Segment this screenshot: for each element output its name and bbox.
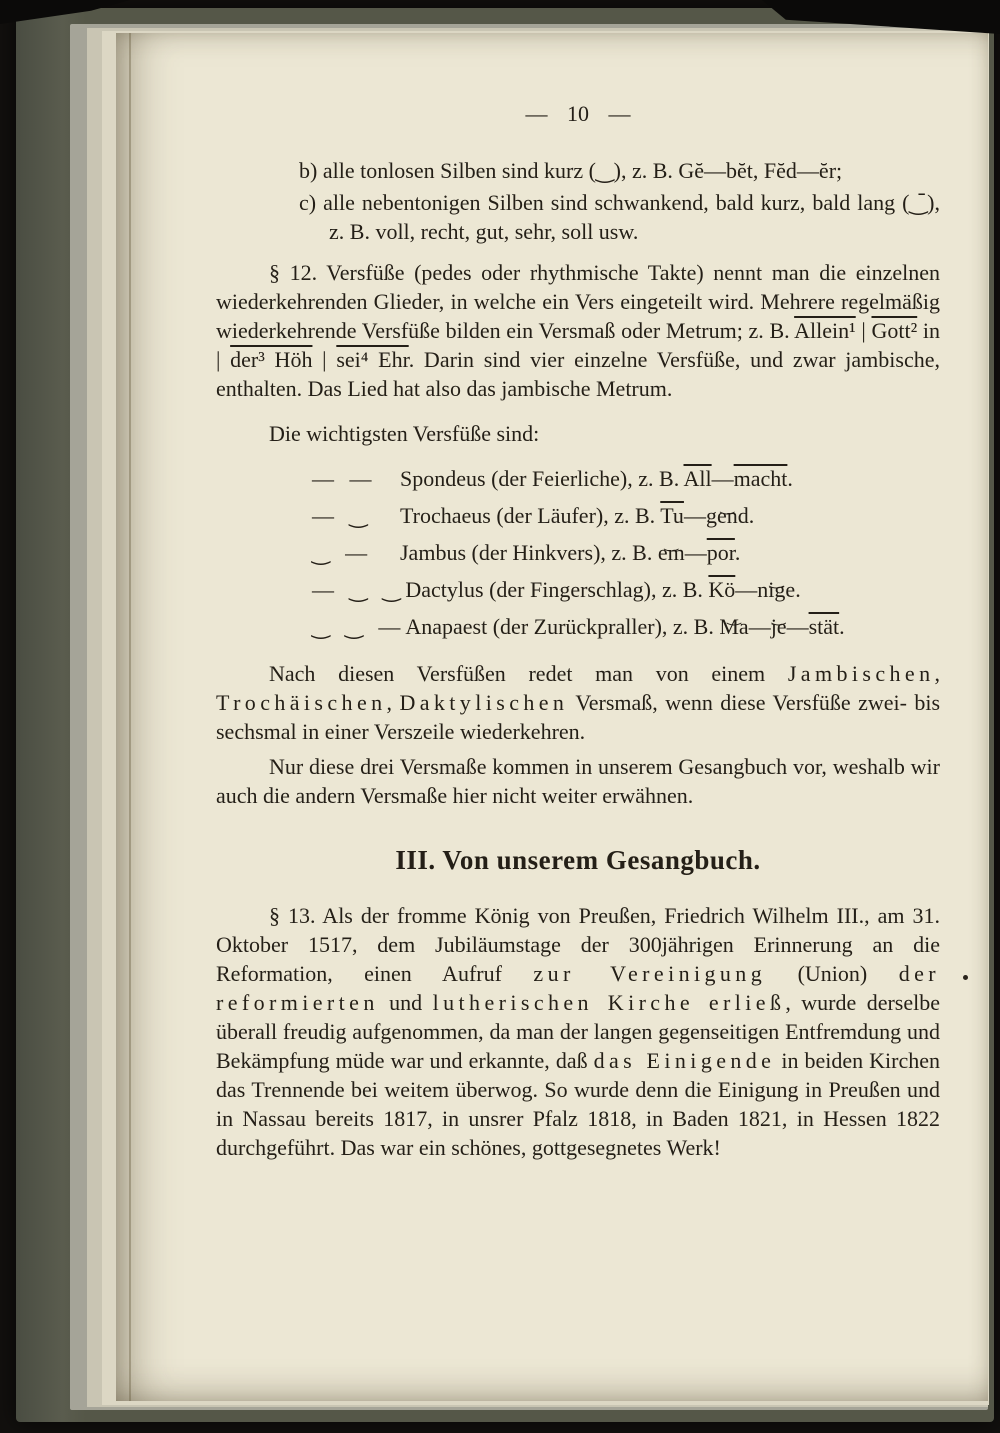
period: . [734,540,741,565]
foot-name: Anapaest [405,614,488,639]
book-page [116,33,988,1401]
example-word: $\overline{Tu}$ [660,503,684,528]
example-word: $\overline{Kö}$ [708,577,736,602]
example-word: Ma ‿ [719,614,748,639]
paragraph-13 [216,901,940,1162]
text-segment: Trochäischen [216,690,387,715]
item-text: alle tonlosen Silben sind kurz (‿), z. B. Gĕ—bĕt, Fĕd—ĕr; [322,158,843,183]
text-segment: . Darin sind vier einzelne Versfüße, und zwar jambische, enthalten. Das Lied hat also das jambische Metrum. [216,347,941,401]
meter-symbol: — ‿ [312,503,373,528]
item-label: c) [299,190,317,215]
text-segment: zur Vereinigung [533,961,767,986]
foot-name: Trochaeus [400,503,491,528]
period: . [748,503,755,528]
text-segment: , [934,661,940,686]
syllable-rule-list [216,156,940,246]
text-segment: sei⁴ Ehr [336,347,409,372]
text-segment: , [386,690,400,715]
text-segment: Versmaß, wenn diese Versfüße zwei- bis sechsmal in einer Verszeile wiederkehren. [216,690,940,744]
example-word: macht [733,466,788,491]
text-segment: Nach diesen Versfüßen redet man von einem [269,661,788,686]
period: . [839,614,845,639]
verse-foot-row [216,534,940,571]
text-segment: (Union) [766,961,899,986]
example-word: stät [808,614,840,639]
ink-spot [963,975,968,980]
dash: — [748,614,771,639]
text-segment: Gott² [871,318,918,343]
text-segment: Jambischen [787,661,935,686]
page-content [216,99,940,1168]
example-word: $\overline{All}$ [683,466,712,491]
text-segment: § 13. Als der fromme König von Preußen, Friedrich Wilhelm III., am 31. Oktober 1517, dem Jubiläumstage der 300jährigen Erinnerung an die Reformation, einen Aufruf [216,903,940,986]
text-segment: in | [216,318,940,372]
dash: — [735,577,758,602]
section-heading: III. Von unserem Gesangbuch. [395,845,761,875]
syllable-rule-item [216,156,940,185]
period: . [787,466,793,491]
text-segment: | [312,347,337,372]
example-word: em ‿ [658,540,685,565]
feet-intro-line: Die wichtigsten Versfüße sind: [269,421,540,446]
meter-symbol: ‿ ‿ — [312,614,406,639]
foot-desc: (der Zurückpraller), z. B. [487,614,720,639]
text-segment: das Einigende [593,1048,776,1073]
text-segment: der³ Höh [230,347,313,372]
period: . [795,577,801,602]
foot-desc: (der Feierliche), z. B. [485,466,684,491]
example-word: gend ‿ [706,503,749,528]
item-label: b) [299,158,318,183]
verse-feet-list [216,460,940,645]
foot-name: Spondeus [400,466,486,491]
dash: — [711,466,734,491]
text-segment: § 12. Versfüße (pedes oder rhythmische Takte) nennt man die einzelnen wiederkehrenden Glieder, in welche ein Vers eingeteilt wird. Mehrere regelmäßig wiederkehrende Versfüße bilden ein Versmaß oder Metrum; z. B. [216,260,940,343]
text-segment: , wurde derselbe überall freudig aufgenommen, da man der langen gegenseitigen Entfremdung und Bekämpfung müde war und erkannte, daß [216,990,941,1073]
page-number: — 10 — [525,101,631,126]
paragraph-12 [216,258,940,403]
paragraph-nur: Nur diese drei Versmaße kommen in unserem Gesangbuch vor, weshalb wir auch die andern Versmaße hier nicht weiter erwähnen. [216,754,940,808]
dash: — [786,614,809,639]
text-segment: und [378,990,433,1015]
text-segment: Allein¹ [794,318,856,343]
foot-desc: (der Läufer), z. B. [490,503,661,528]
paragraph-nach [216,659,940,746]
meter-symbol: ‿ — [312,540,373,565]
syllable-rule-item [216,188,940,246]
foot-desc: (der Hinkvers), z. B. [466,540,658,565]
example-word: nige ‿ [757,577,795,602]
verse-foot-row [216,497,940,534]
text-segment: in beiden Kirchen das Trennende bei weitem überwog. So wurde denn die Einigung in Preußen und in Nassau bereits 1817, in unsrer Pfalz 1818, in Baden 1821, in Hessen 1822 durchgeführt. Das war ein schönes, gottgesegnetes Werk! [216,1048,941,1160]
text-segment: | [855,318,872,343]
text-segment: der reformierten [216,961,940,1015]
text-segment: Daktylischen [399,690,569,715]
verse-foot-row [216,571,940,608]
foot-name: Jambus [400,540,466,565]
text-segment: lutherischen Kirche erließ [432,990,786,1015]
meter-symbol: — — [312,466,377,491]
verse-foot-row [216,608,940,645]
verse-foot-row [216,460,940,497]
foot-desc: (der Fingerschlag), z. B. [483,577,709,602]
item-text: alle nebentonigen Silben sind schwankend, bald kurz, bald lang (‿̄), z. B. voll, recht, gut, sehr, soll usw. [323,190,940,244]
dash: — [684,540,707,565]
meter-symbol: — ‿ ‿ [312,577,406,602]
example-word: $\overline{por}$ [706,540,735,565]
dash: — [683,503,706,528]
example-word: je ‿ [771,614,787,639]
foot-name: Dactylus [405,577,484,602]
